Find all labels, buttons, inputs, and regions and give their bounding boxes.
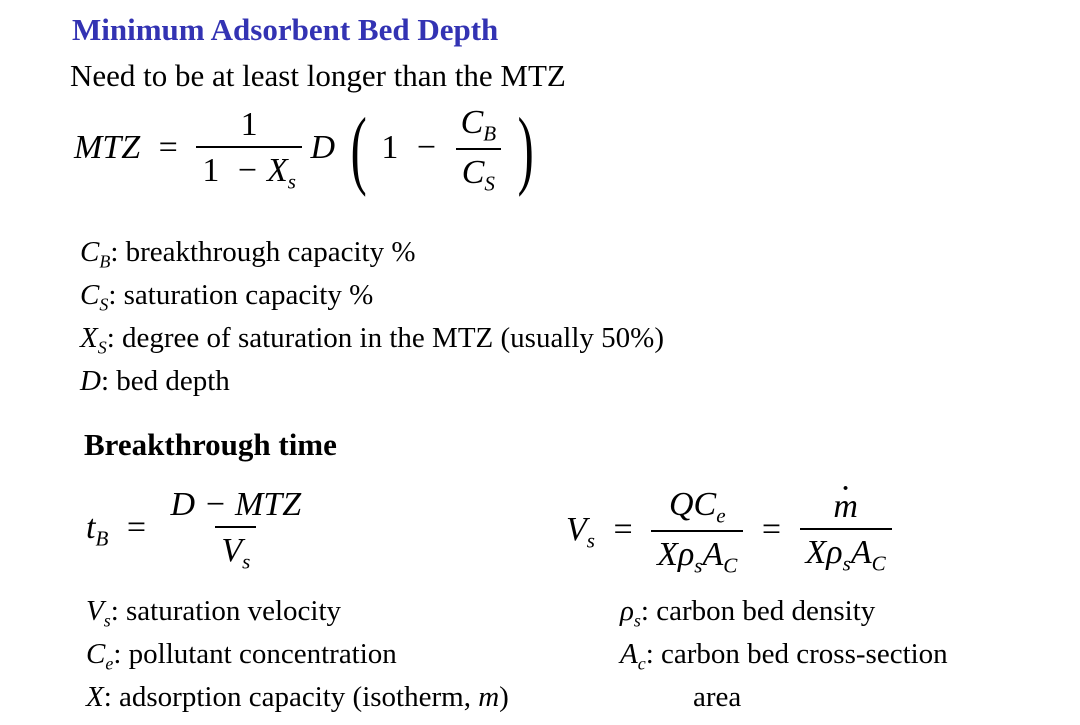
vs-numerator-1 bbox=[663, 486, 732, 530]
tb-sub: B bbox=[95, 526, 109, 551]
right-paren: ) bbox=[517, 101, 534, 199]
a-sub: C bbox=[871, 551, 886, 576]
vs-fraction-1 bbox=[651, 486, 743, 579]
rho-sym: ρ bbox=[826, 534, 843, 572]
def-symbol: C bbox=[86, 638, 106, 670]
def-subscript: c bbox=[637, 653, 646, 674]
cs-sym: C bbox=[461, 154, 485, 192]
paren-one: 1 bbox=[381, 129, 399, 167]
mdot-sym: · m bbox=[833, 488, 858, 526]
den-x: X bbox=[267, 152, 288, 190]
tb-numerator: D − MTZ bbox=[170, 486, 302, 523]
definition-d bbox=[80, 365, 230, 398]
equals-sign-2: = bbox=[761, 511, 782, 549]
den-one: 1 bbox=[202, 152, 220, 190]
mtz-lhs: MTZ bbox=[74, 129, 141, 167]
vs-numerator-2 bbox=[827, 488, 864, 528]
def-subscript: s bbox=[103, 610, 111, 631]
def-symbol: D bbox=[80, 365, 101, 397]
mtz-equation bbox=[74, 101, 540, 199]
qc-sym: QC bbox=[668, 486, 717, 523]
tb-symbol: t bbox=[86, 508, 96, 546]
def-symbol: ρ bbox=[620, 595, 634, 627]
def-text: : bed depth bbox=[100, 365, 230, 397]
def-symbol: A bbox=[620, 638, 638, 670]
def-symbol-m: m bbox=[478, 681, 500, 713]
cb-numerator bbox=[455, 104, 503, 148]
def-symbol: V bbox=[86, 595, 104, 627]
def-subscript: S bbox=[99, 294, 109, 315]
def-text: : degree of saturation in the MTZ (usually 50%) bbox=[106, 322, 664, 354]
vs-symbol-sub: s bbox=[586, 528, 595, 553]
def-subscript: e bbox=[105, 653, 114, 674]
cb-sym: C bbox=[460, 104, 484, 141]
slide-title: Minimum Adsorbent Bed Depth bbox=[72, 12, 499, 47]
tb-denominator bbox=[215, 526, 256, 574]
def-text: : adsorption capacity (isotherm, bbox=[103, 681, 479, 713]
x-sym: X bbox=[805, 534, 827, 572]
qc-sub: e bbox=[716, 503, 726, 528]
def-symbol: X bbox=[86, 681, 104, 713]
vs-sym: V bbox=[221, 532, 243, 569]
definition-xs bbox=[80, 322, 664, 358]
def-symbol: C bbox=[80, 279, 100, 311]
def-text: : pollutant concentration bbox=[113, 638, 397, 670]
den-minus: − bbox=[237, 152, 258, 190]
intro-text: Need to be at least longer than the MTZ bbox=[70, 58, 566, 93]
vs-symbol: V bbox=[566, 511, 587, 549]
definition-x bbox=[86, 681, 509, 714]
left-paren: ( bbox=[350, 101, 367, 199]
def-text: : saturation capacity % bbox=[108, 279, 374, 311]
definition-ac-continued bbox=[693, 681, 741, 714]
tb-equation bbox=[86, 486, 307, 574]
mtz-d: D bbox=[310, 129, 336, 167]
cb-cs-fraction bbox=[455, 104, 503, 197]
equals-sign: = bbox=[126, 508, 147, 546]
tb-fraction bbox=[165, 486, 308, 574]
section-title-breakthrough: Breakthrough time bbox=[84, 427, 337, 462]
a-sym: A bbox=[850, 534, 872, 572]
a-sub: C bbox=[723, 553, 738, 578]
definition-vs bbox=[86, 595, 341, 631]
paren-minus: − bbox=[416, 129, 437, 167]
vs-fraction-2 bbox=[800, 488, 892, 576]
rho-sym: ρ bbox=[677, 536, 695, 574]
def-subscript: S bbox=[97, 337, 107, 358]
def-subscript: s bbox=[633, 610, 641, 631]
cs-denominator bbox=[456, 148, 501, 196]
cs-sub: S bbox=[484, 171, 495, 196]
def-symbol: C bbox=[80, 236, 100, 268]
fraction-numerator: 1 bbox=[240, 106, 258, 144]
vs-sub: s bbox=[242, 549, 251, 574]
def-subscript: B bbox=[99, 251, 111, 272]
equals-sign: = bbox=[158, 129, 178, 167]
def-text: : saturation velocity bbox=[110, 595, 342, 627]
equals-sign: = bbox=[613, 511, 633, 549]
def-text: : carbon bed density bbox=[640, 595, 876, 627]
rho-sub: s bbox=[694, 553, 703, 578]
definition-ce bbox=[86, 638, 397, 674]
x-sym: X bbox=[657, 536, 678, 574]
def-text: area bbox=[693, 681, 742, 713]
definition-rho bbox=[620, 595, 875, 631]
def-text-close: ) bbox=[499, 681, 509, 713]
rho-sub: s bbox=[842, 551, 851, 576]
den-x-sub: s bbox=[287, 169, 296, 194]
cb-sub: B bbox=[483, 121, 497, 146]
mtz-fraction bbox=[196, 106, 302, 194]
definition-cs bbox=[80, 279, 373, 315]
def-text: : carbon bed cross-section bbox=[645, 638, 948, 670]
vs-equation bbox=[566, 486, 892, 579]
fraction-denominator bbox=[196, 146, 302, 194]
def-symbol: X bbox=[80, 322, 98, 354]
definition-ac bbox=[620, 638, 948, 674]
definition-cb bbox=[80, 236, 416, 272]
vs-denominator-1 bbox=[651, 530, 743, 578]
a-sym: A bbox=[702, 536, 724, 574]
def-text: : breakthrough capacity % bbox=[110, 236, 416, 268]
vs-denominator-2 bbox=[800, 528, 892, 576]
